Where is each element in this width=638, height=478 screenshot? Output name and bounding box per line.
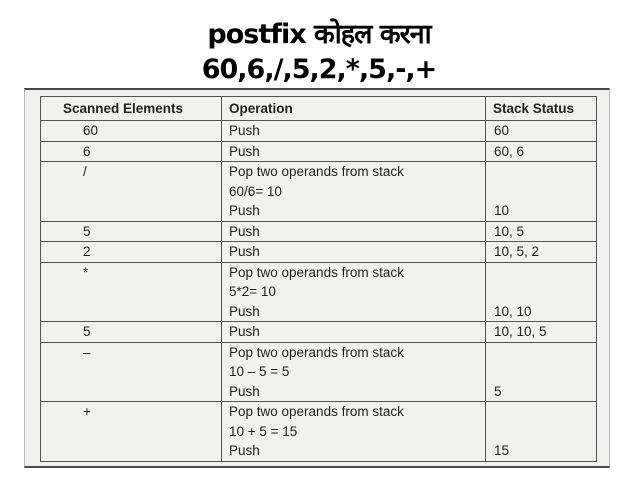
postfix-expression: 60,6,/,5,2,*,5,-,+ bbox=[201, 54, 437, 85]
table-row bbox=[41, 141, 597, 162]
table-row bbox=[41, 121, 597, 142]
operation-line: Pop two operands from stack bbox=[229, 404, 404, 419]
cell-operation: Push bbox=[222, 242, 486, 263]
header-stack-status: Stack Status bbox=[486, 97, 597, 121]
table-header-row bbox=[41, 97, 597, 121]
stack-value: 15 bbox=[494, 443, 510, 458]
cell-stack: 60, 6 bbox=[486, 141, 597, 162]
operation-line: Pop two operands from stack bbox=[229, 164, 404, 179]
cell-element: 2 bbox=[41, 242, 222, 263]
cell-element: + bbox=[41, 402, 222, 462]
stack-value: 5 bbox=[494, 383, 502, 399]
cell-operation: Push bbox=[222, 221, 486, 242]
slide-title: postfix कोहल करना bbox=[207, 19, 431, 50]
cell-operation: Push bbox=[222, 141, 486, 162]
cell-element: 5 bbox=[41, 221, 222, 242]
cell-operation bbox=[222, 162, 486, 222]
cell-element: * bbox=[41, 262, 222, 322]
stack-value: 10 bbox=[494, 203, 510, 218]
operation-line: Push bbox=[229, 383, 260, 399]
cell-element: – bbox=[41, 342, 222, 402]
table-row bbox=[41, 262, 597, 322]
cell-operation: Push bbox=[222, 121, 486, 142]
operation-line: 60/6= 10 bbox=[229, 183, 282, 199]
cell-element: 60 bbox=[41, 121, 222, 142]
operation-line: Push bbox=[229, 203, 260, 218]
table-row bbox=[41, 342, 597, 402]
cell-element: 5 bbox=[41, 322, 222, 343]
cell-stack bbox=[486, 342, 597, 402]
table-row bbox=[41, 162, 597, 222]
table-row bbox=[41, 221, 597, 242]
operation-line: Pop two operands from stack bbox=[229, 344, 404, 360]
operation-line: Pop two operands from stack bbox=[229, 264, 404, 280]
cell-element: 6 bbox=[41, 141, 222, 162]
cell-operation bbox=[222, 262, 486, 322]
cell-element: / bbox=[41, 162, 222, 222]
cell-stack: 60 bbox=[486, 121, 597, 142]
stack-value: 10, 10 bbox=[494, 303, 532, 319]
operation-line: 5*2= 10 bbox=[229, 284, 276, 299]
evaluation-table bbox=[40, 96, 597, 462]
operation-line: 10 + 5 = 15 bbox=[229, 423, 298, 439]
operation-line: Push bbox=[229, 303, 260, 319]
cell-stack bbox=[486, 402, 597, 462]
cell-stack bbox=[486, 262, 597, 322]
cell-operation bbox=[222, 342, 486, 402]
cell-operation: Push bbox=[222, 322, 486, 343]
header-scanned-elements: Scanned Elements bbox=[41, 97, 222, 121]
cell-stack: 10, 5 bbox=[486, 221, 597, 242]
cell-stack bbox=[486, 162, 597, 222]
cell-operation bbox=[222, 402, 486, 462]
table-row bbox=[41, 322, 597, 343]
table-row bbox=[41, 242, 597, 263]
operation-line: 10 – 5 = 5 bbox=[229, 364, 290, 379]
operation-line: Push bbox=[229, 443, 260, 458]
table-row bbox=[41, 402, 597, 462]
header-operation: Operation bbox=[222, 97, 486, 121]
cell-stack: 10, 10, 5 bbox=[486, 322, 597, 343]
cell-stack: 10, 5, 2 bbox=[486, 242, 597, 263]
